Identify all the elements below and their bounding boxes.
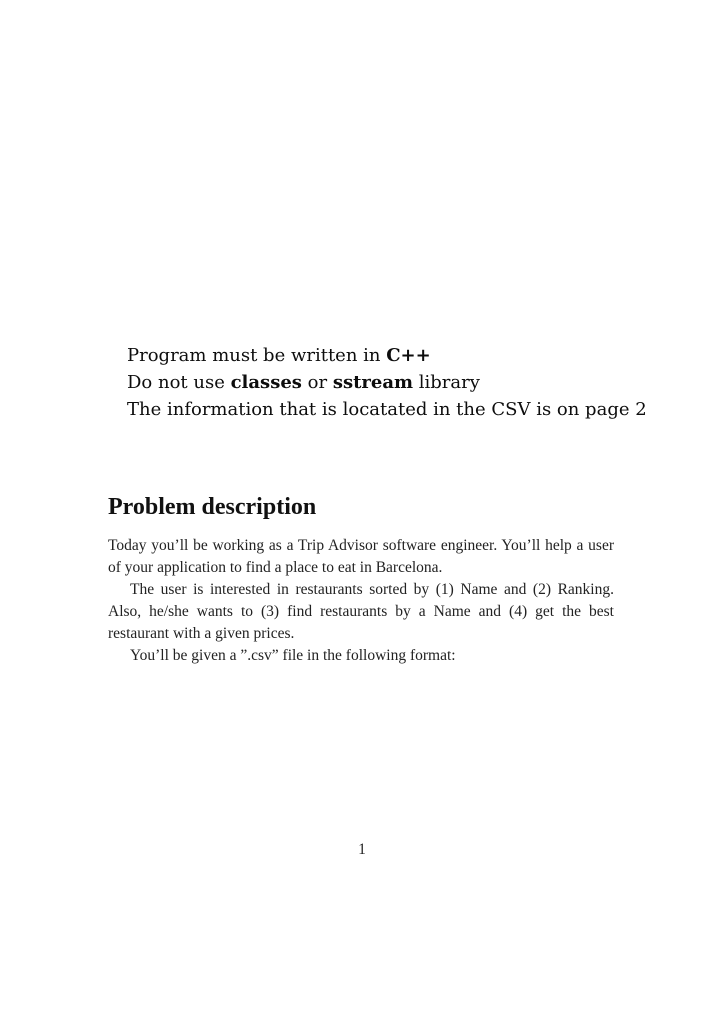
note-restrictions — [127, 369, 687, 396]
note-text: Do not use — [127, 372, 231, 393]
section-heading: Problem description — [108, 494, 317, 520]
note-emphasis: C++ — [386, 345, 431, 366]
paragraph: Today you’ll be working as a Trip Advisor software engineer. You’ll help a user of your application to find a place to eat in Barcelona. — [108, 537, 614, 576]
instructions-note — [127, 342, 687, 423]
note-language-requirement — [127, 342, 687, 369]
note-emphasis: sstream — [332, 372, 414, 393]
paragraph: The user is interested in restaurants sorted by (1) Name and (2) Ranking. Also, he/she wants to (3) find restaurants by a Name and (4) get the best restaurant with a given prices. — [108, 581, 614, 642]
problem-description-body — [108, 535, 614, 667]
paragraph: You’ll be given a ”.csv” file in the following format: — [130, 647, 456, 664]
page-number: 1 — [358, 841, 366, 858]
note-text: library — [413, 372, 480, 393]
note-emphasis: classes — [230, 372, 302, 393]
note-text: Program must be written in — [127, 345, 387, 366]
note-csv-location: The information that is locatated in the CSV is on page 2 — [127, 399, 647, 420]
note-text: or — [301, 372, 333, 393]
